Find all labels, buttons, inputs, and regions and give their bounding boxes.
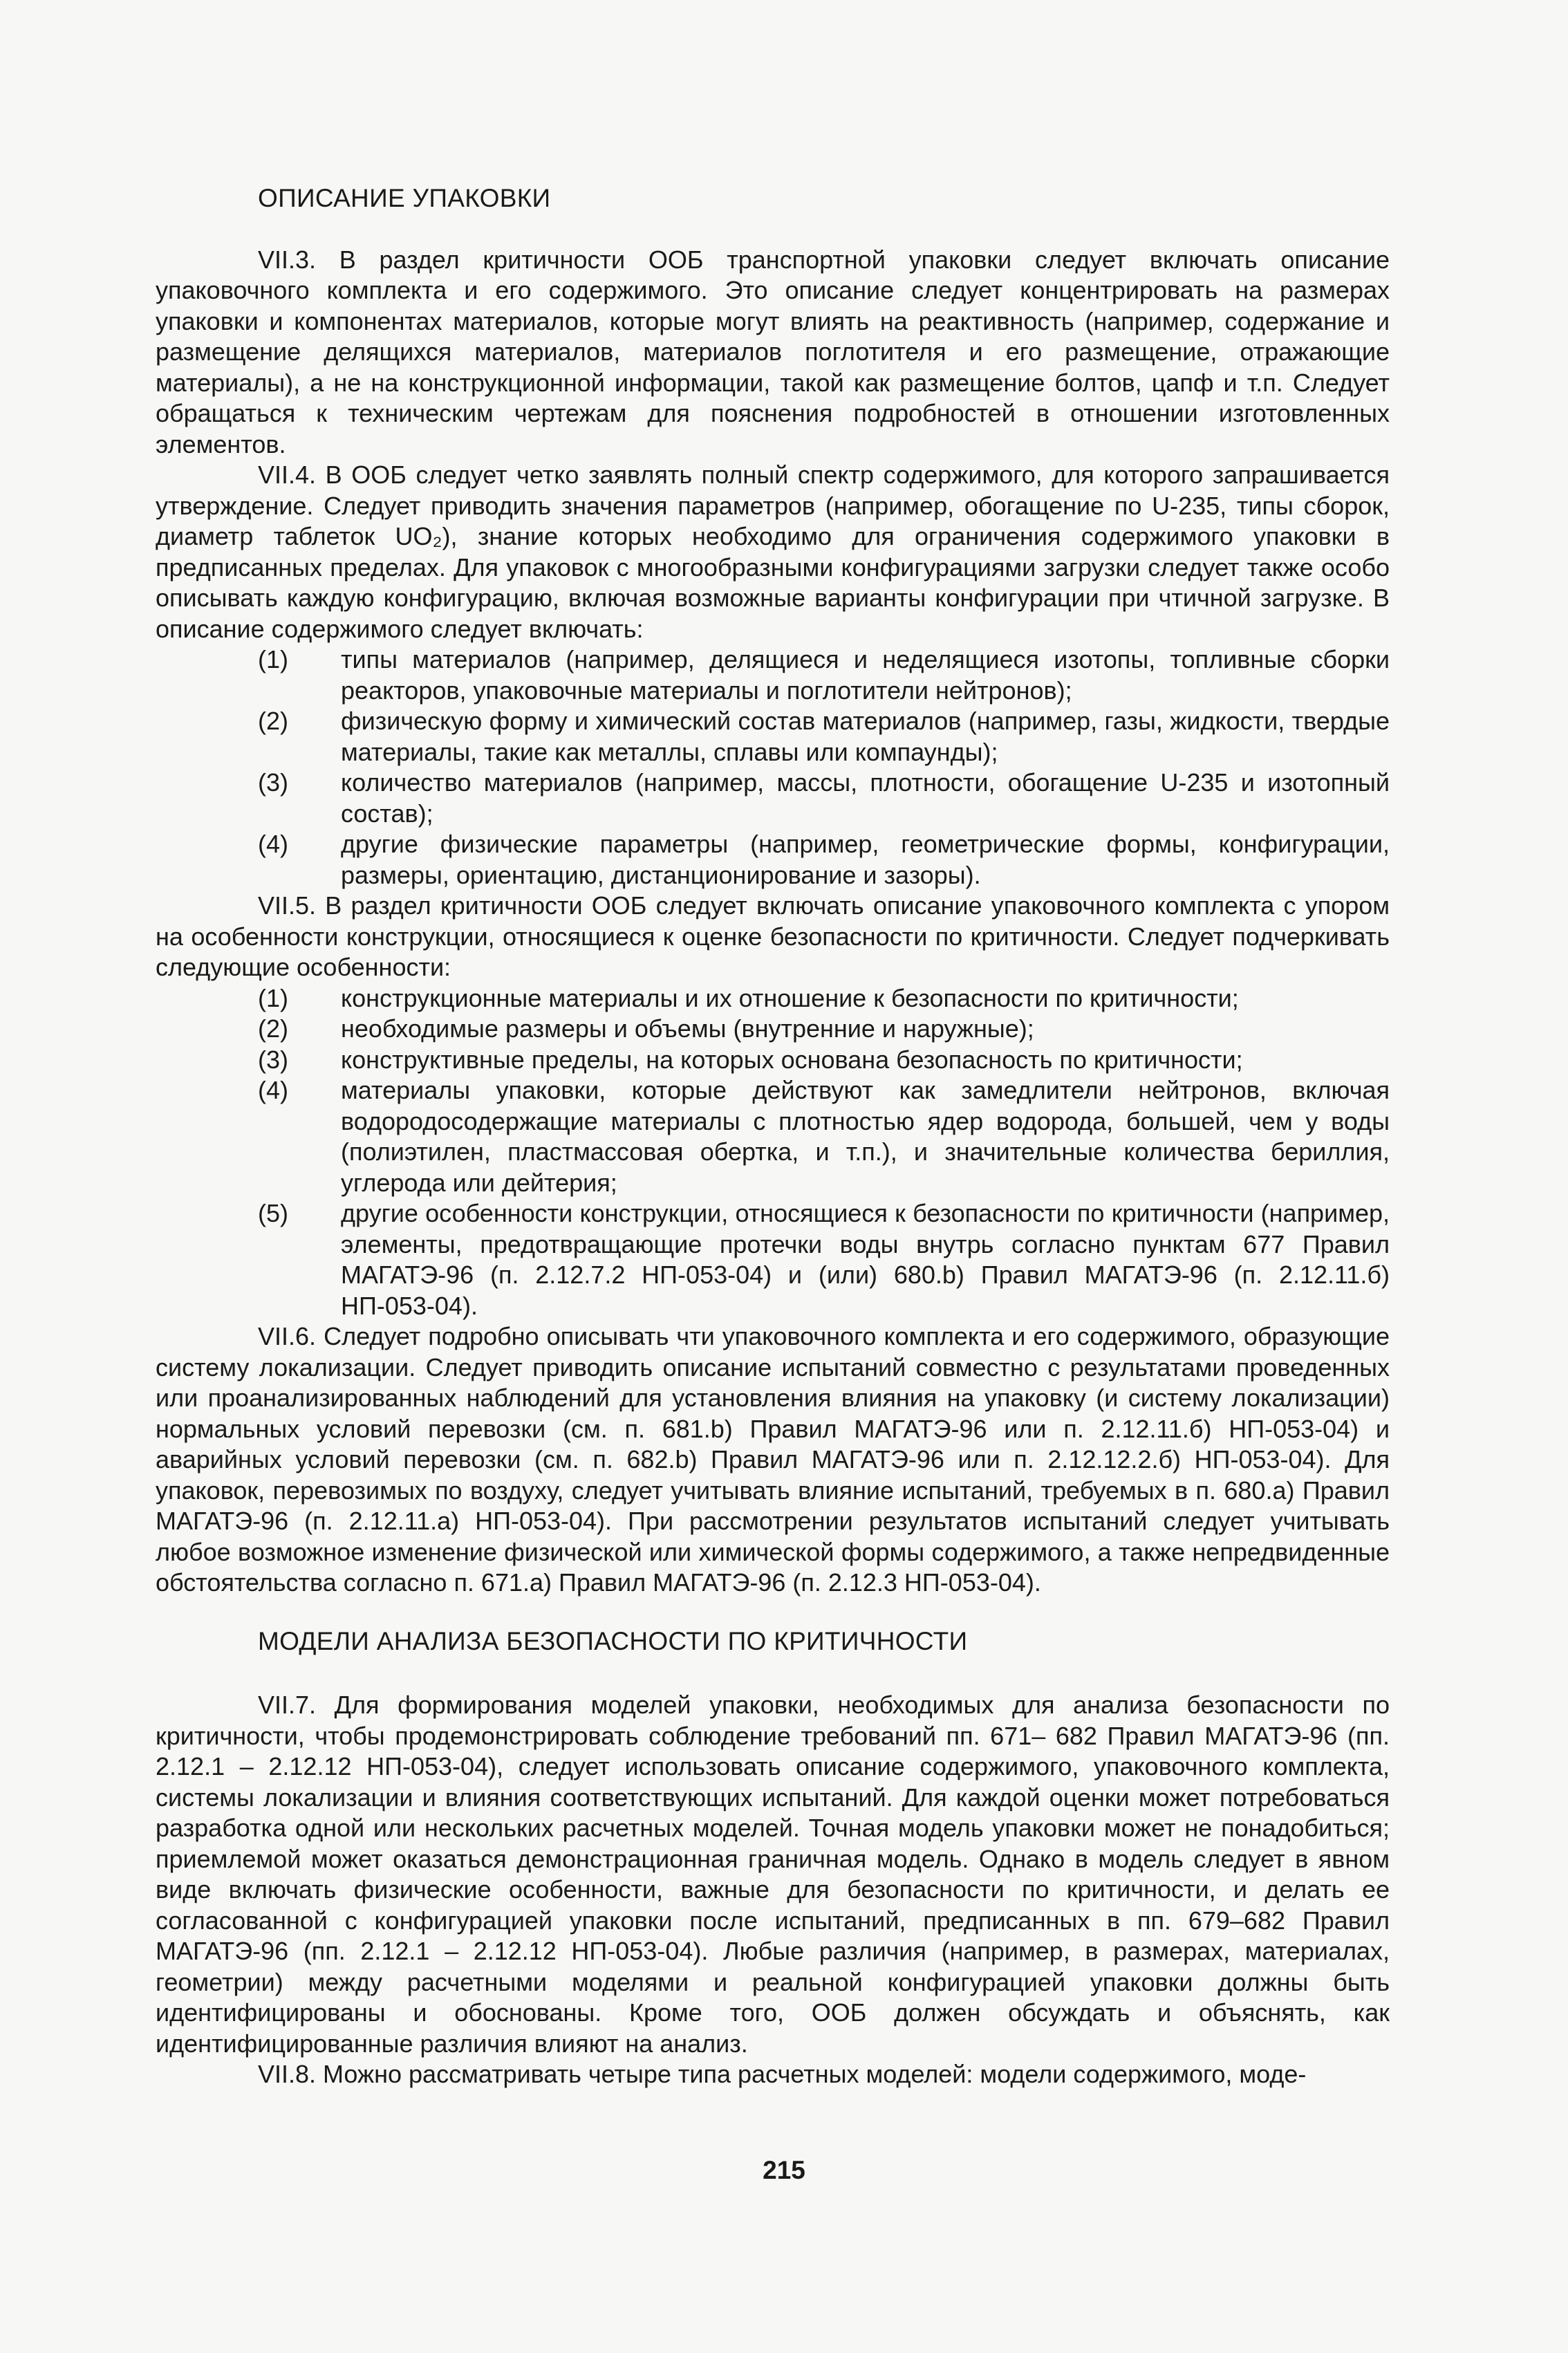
list-item: [156, 983, 1390, 1014]
paragraph-vii6: VII.6. Следует подробно описывать чти упаковочного комплекта и его содержимого, образующие систему локализации. Следует приводить описание испытаний совместно с результатами проведенных или проанализированных наблюдений для установления влияния на упаковку (и систему локализации) нормальных условий перевозки (см. п. 681.b) Правил МАГАТЭ-96 или п. 2.12.11.б) НП-053-04) и аварийных условий перевозки (см. п. 682.b) Правил МАГАТЭ-96 или п. 2.12.12.2.б) НП-053-04). Для упаковок, перевозимых по воздуху, следует учитывать влияние испытаний, требуемых в п. 680.а) Правил МАГАТЭ-96 (п. 2.12.11.а) НП-053-04). При рассмотрении результатов испытаний следует учитывать любое возможное изменение физической или химической формы содержимого, а также непредвиденные обстоятельства согласно п. 671.а) Правил МАГАТЭ-96 (п. 2.12.3 НП-053-04).: [156, 1322, 1390, 1597]
paragraph-vii4: VII.4. В ООБ следует четко заявлять полный спектр содержимого, для которого запрашивается утверждение. Следует приводить значения параметров (например, обогащение по U-235, типы сборок, диаметр таблеток UO₂), знание которых необходимо для ограничения содержимого упаковки в предписанных пределах. Для упаковок с многообразными конфигурациями загрузки следует также особо описывать каждую конфигурацию, включая возможные варианты конфигурации при чтичной загрузке. В описание содержимого следует включать:: [156, 461, 1390, 643]
list-item-text: количество материалов (например, массы, плотности, обогащение U-235 и изотопный состав);: [341, 768, 1390, 828]
list-item-number: (2): [258, 707, 288, 735]
list-item: [156, 1045, 1390, 1076]
list-item-number: (1): [258, 983, 288, 1012]
list-item: [156, 1075, 1390, 1198]
list-item-text: типы материалов (например, делящиеся и неделящиеся изотопы, топливные сборки реакторов, упаковочные материалы и поглотители нейтронов);: [341, 645, 1390, 705]
paragraph-vii3: VII.3. В раздел критичности ООБ транспортной упаковки следует включать описание упаковочного комплекта и его содержимого. Это описание следует концентрировать на размерах упаковки и компонентах материалов, которые могут влиять на реактивность (например, содержание и размещение делящихся материалов, материалов поглотителя и его размещение, отражающие материалы), а не на конструкционной информации, такой как размещение болтов, цапф и т.п. Следует обращаться к техническим чертежам для пояснения подробностей в отношении изготовленных элементов.: [156, 245, 1390, 458]
list-item-number: (3): [258, 1045, 288, 1074]
paragraph-vii5: VII.5. В раздел критичности ООБ следует включать описание упаковочного комплекта с упором на особенности конструкции, относящиеся к оценке безопасности по критичности. Следует подчеркивать следующие особенности:: [156, 891, 1390, 981]
list-item-number: (4): [258, 830, 288, 858]
list-item-text: конструктивные пределы, на которых основана безопасность по критичности;: [341, 1045, 1243, 1074]
list-item-text: конструкционные материалы и их отношение к безопасности по критичности;: [341, 983, 1239, 1012]
list-item-number: (4): [258, 1076, 288, 1104]
list-item-text: другие особенности конструкции, относящиеся к безопасности по критичности (например, элементы, предотвращающие протечки воды внутрь согласно пунктам 677 Правил МАГАТЭ-96 (п. 2.12.7.2 НП-053-04) и (или) 680.b) Правил МАГАТЭ-96 (п. 2.12.11.б) НП-053-04).: [341, 1199, 1390, 1320]
page-number: 215: [763, 2156, 805, 2184]
list-item-text: физическую форму и химический состав материалов (например, газы, жидкости, твердые материалы, такие как металлы, сплавы или компаунды);: [341, 707, 1390, 766]
list-item: [156, 1198, 1390, 1321]
paragraph-vii8: VII.8. Можно рассматривать четыре типа расчетных моделей: модели содержимого, моде-: [258, 2060, 1307, 2088]
list-item: [156, 829, 1390, 891]
list-item-text: необходимые размеры и объемы (внутренние и наружные);: [341, 1014, 1034, 1043]
list-item: [156, 706, 1390, 768]
design-features-list: [156, 983, 1390, 1322]
list-item: [156, 644, 1390, 706]
paragraph-vii7: VII.7. Для формирования моделей упаковки, необходимых для анализа безопасности по критичности, чтобы продемонстрировать соблюдение требований пп. 671– 682 Правил МАГАТЭ-96 (пп. 2.12.1 – 2.12.12 НП-053-04), следует использовать описание содержимого, упаковочного комплекта, системы локализации и влияния соответствующих испытаний. Для каждой оценки может потребоваться разработка одной или нескольких расчетных моделей. Точная модель упаковки может не понадобиться; приемлемой может оказаться демонстрационная граничная модель. Однако в модель следует в явном виде включать физические особенности, важные для безопасности по критичности, и делать ее согласованной с конфигурацией упаковки после испытаний, предписанных в пп. 679–682 Правил МАГАТЭ-96 (пп. 2.12.1 – 2.12.12 НП-053-04). Любые различия (например, в размерах, материалах, геометрии) между расчетными моделями и реальной конфигурацией упаковки должны быть идентифицированы и обоснованы. Кроме того, ООБ должен обсуждать и объяснять, как идентифицированные различия влияют на анализ.: [156, 1691, 1390, 2058]
section-heading-criticality-models: МОДЕЛИ АНАЛИЗА БЕЗОПАСНОСТИ ПО КРИТИЧНОСТИ: [258, 1626, 968, 1655]
page-body: [156, 183, 1390, 2090]
list-item-text: другие физические параметры (например, геометрические формы, конфигурации, размеры, ориентацию, дистанционирование и зазоры).: [341, 830, 1390, 889]
contents-list: [156, 644, 1390, 891]
list-item-text: материалы упаковки, которые действуют как замедлители нейтронов, включая водородосодержащие материалы с плотностью ядер водорода, большей, чем у воды (полиэтилен, пластмассовая обертка, и т.п.), и значительные количества бериллия, углерода или дейтерия;: [341, 1076, 1390, 1197]
list-item-number: (5): [258, 1199, 288, 1227]
list-item-number: (1): [258, 645, 288, 673]
list-item: [156, 768, 1390, 829]
list-item-number: (3): [258, 768, 288, 797]
section-heading-package-description: ОПИСАНИЕ УПАКОВКИ: [258, 184, 551, 212]
list-item: [156, 1014, 1390, 1045]
list-item-number: (2): [258, 1014, 288, 1043]
